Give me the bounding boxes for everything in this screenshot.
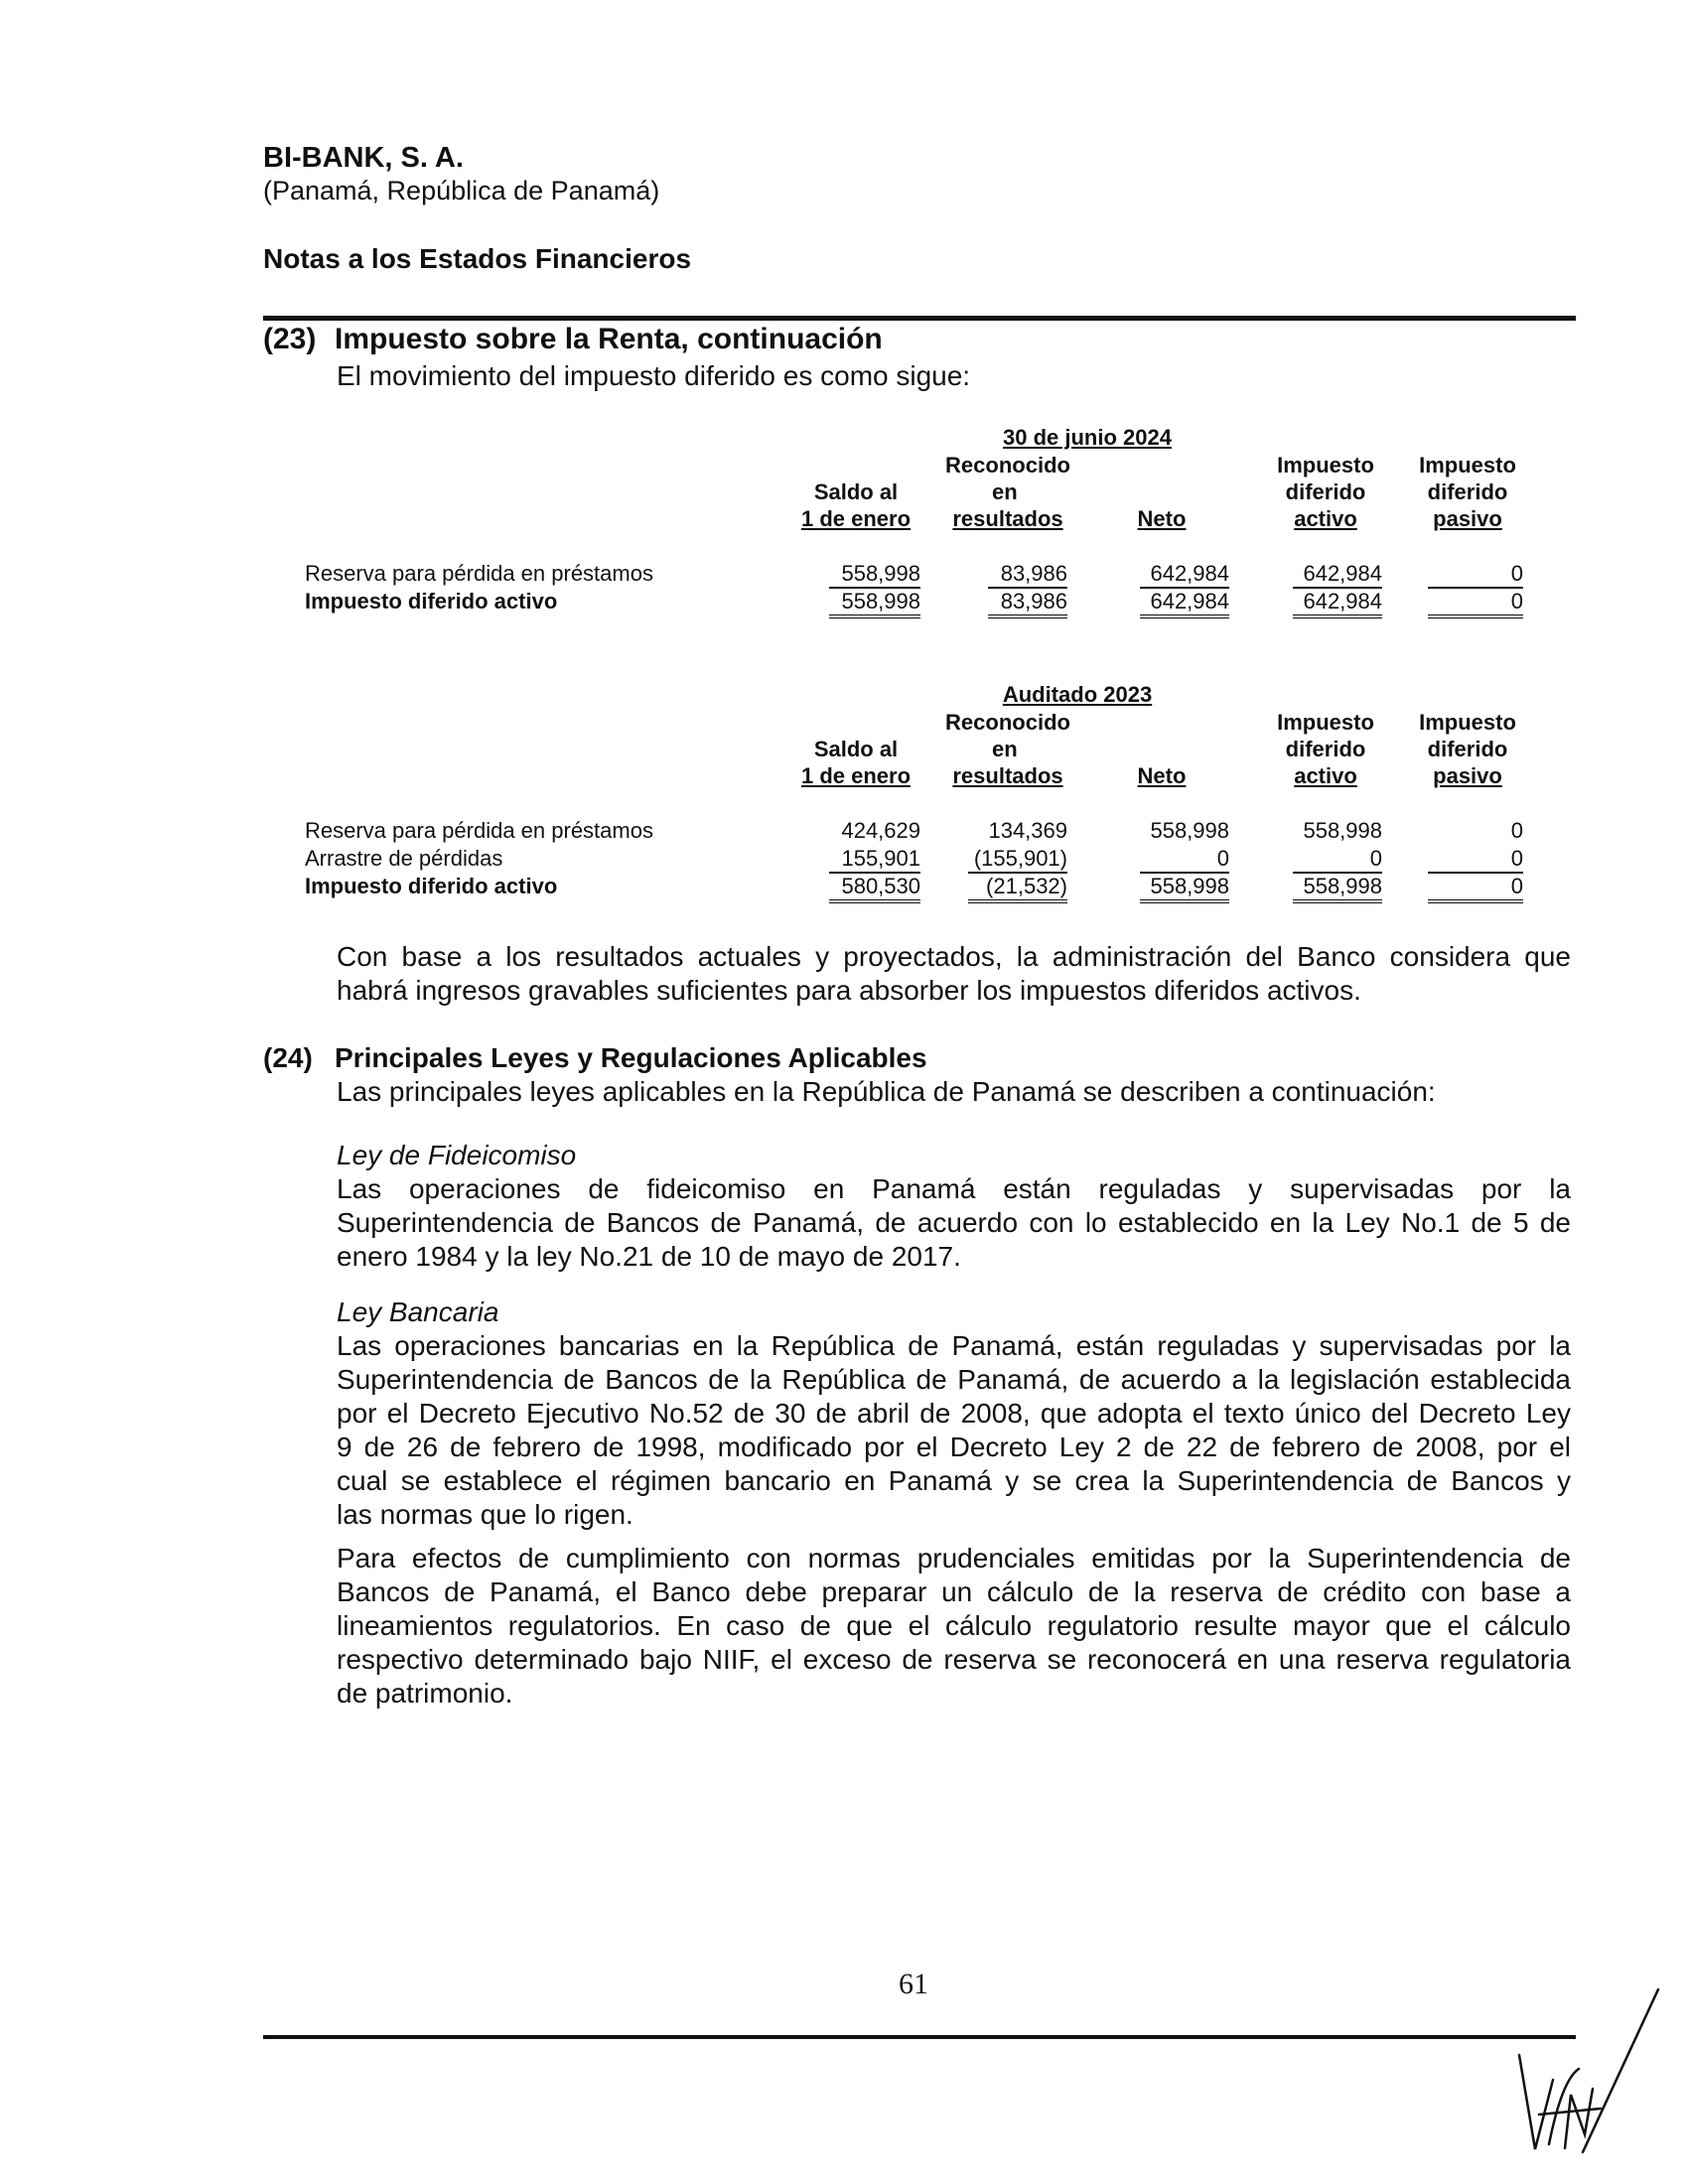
col-saldo-l1: Saldo al xyxy=(813,737,899,761)
table-2023-period: Auditado 2023 xyxy=(1002,682,1153,707)
cell-reconocido: 83,986 xyxy=(988,589,1067,618)
col-pasivo-l1: Impuesto xyxy=(1419,453,1516,478)
cell-activo: 642,984 xyxy=(1293,589,1382,618)
cell-neto: 0 xyxy=(1140,846,1229,874)
paragraph-line: Las operaciones bancarias en la República de Panamá, están reguladas y supervisadas por la xyxy=(337,1330,1571,1361)
table-2024-period: 30 de junio 2024 xyxy=(1003,425,1172,450)
paragraph-line: Las operaciones de fideicomiso en Panamá están reguladas y supervisadas por la xyxy=(337,1173,1571,1204)
cell-neto: 558,998 xyxy=(1150,818,1229,843)
col-rec-l2: en xyxy=(992,479,1018,504)
deferred-tax-table-2023 xyxy=(0,0,1688,943)
col-activo-header xyxy=(1256,709,1395,789)
closing-line: habrá ingresos gravables suficientes para absorber los impuestos diferidos activos. xyxy=(337,975,1361,1006)
col-rec-l3: resultados xyxy=(952,763,1063,788)
ley-fideicomiso-heading: Ley de Fideicomiso xyxy=(337,1140,577,1170)
cell-neto: 642,984 xyxy=(1140,589,1229,618)
cell-activo: 642,984 xyxy=(1293,561,1382,589)
cell-saldo: 155,901 xyxy=(829,846,920,874)
cell-pasivo: 0 xyxy=(1428,589,1523,618)
cell-reconocido: (155,901) xyxy=(968,846,1067,874)
page-number: 61 xyxy=(899,1968,928,2000)
col-activo-l3: activo xyxy=(1294,506,1357,531)
section-24-number: (24) xyxy=(263,1042,313,1073)
cell-saldo: 558,998 xyxy=(829,561,920,589)
col-saldo-l2: 1 de enero xyxy=(800,763,912,788)
section-23-number: (23) xyxy=(263,323,317,355)
col-pasivo-l2: diferido xyxy=(1427,479,1508,504)
cell-pasivo: 0 xyxy=(1428,561,1523,589)
col-rec-l1: Reconocido xyxy=(945,710,1070,735)
cell-neto: 642,984 xyxy=(1140,561,1229,589)
col-rec-l3: resultados xyxy=(952,506,1063,531)
company-name: BI-BANK, S. A. xyxy=(263,142,464,174)
closing-line: Con base a los resultados actuales y proyectados, la administración del Banco considera que xyxy=(337,941,1571,972)
row-label: Reserva para pérdida en préstamos xyxy=(305,561,653,586)
paragraph-line: Superintendencia de Bancos de la República de Panamá, de acuerdo a la legislación establecida xyxy=(337,1364,1571,1395)
col-saldo-header xyxy=(772,736,940,789)
col-neto-header xyxy=(1112,762,1211,789)
notes-title: Notas a los Estados Financieros xyxy=(263,243,692,274)
col-saldo-l2: 1 de enero xyxy=(800,506,912,531)
cell-reconocido: 83,986 xyxy=(988,561,1067,589)
cell-pasivo: 0 xyxy=(1428,846,1523,874)
section-23-closing xyxy=(337,940,1571,1008)
ley-bancaria-block xyxy=(337,1296,1571,1532)
col-activo-l2: diferido xyxy=(1285,479,1366,504)
col-pasivo-l3: pasivo xyxy=(1433,763,1502,788)
paragraph-line: las normas que lo rigen. xyxy=(337,1499,633,1530)
col-rec-l2: en xyxy=(992,737,1018,761)
cell-saldo: 424,629 xyxy=(841,818,920,843)
cell-neto: 558,998 xyxy=(1140,874,1229,903)
cell-saldo: 558,998 xyxy=(829,589,920,618)
paragraph-line: lineamientos regulatorios. En caso de que el cálculo regulatorio resulte mayor que el cálculo xyxy=(337,1610,1571,1641)
paragraph-line: Superintendencia de Bancos de Panamá, de acuerdo con lo establecido en la Ley No.1 de 5 de xyxy=(337,1207,1571,1238)
col-activo-l3: activo xyxy=(1294,763,1357,788)
col-neto-label: Neto xyxy=(1137,506,1187,531)
col-activo-l1: Impuesto xyxy=(1277,710,1374,735)
cell-reconocido: 134,369 xyxy=(988,818,1067,843)
cell-pasivo: 0 xyxy=(1510,818,1523,843)
col-activo-l2: diferido xyxy=(1285,737,1366,761)
row-label: Arrastre de pérdidas xyxy=(305,846,503,871)
ley-bancaria-heading: Ley Bancaria xyxy=(337,1297,499,1327)
paragraph-line: cual se establece el régimen bancario en Panamá y se crea la Superintendencia de Bancos y xyxy=(337,1465,1571,1496)
paragraph-line: por el Decreto Ejecutivo No.52 de 30 de abril de 2008, que adopta el texto único del Decreto Ley xyxy=(337,1398,1571,1429)
paragraph-line: Para efectos de cumplimiento con normas prudenciales emitidas por la Superintendencia de xyxy=(337,1543,1571,1573)
col-pasivo-header xyxy=(1398,709,1537,789)
ley-fideicomiso-block xyxy=(337,1139,1571,1274)
section-24-intro: Las principales leyes aplicables en la República de Panamá se describen a continuación: xyxy=(337,1076,1436,1107)
col-activo-l1: Impuesto xyxy=(1277,453,1374,478)
row-label: Reserva para pérdida en préstamos xyxy=(305,818,653,843)
cell-pasivo: 0 xyxy=(1428,874,1523,903)
col-pasivo-l3: pasivo xyxy=(1433,506,1502,531)
cell-activo: 558,998 xyxy=(1303,818,1382,843)
cell-reconocido: (21,532) xyxy=(968,874,1067,903)
col-saldo-l1: Saldo al xyxy=(813,479,899,504)
col-reconocido-header xyxy=(928,709,1087,789)
col-neto-label: Neto xyxy=(1137,763,1187,788)
cell-activo: 0 xyxy=(1293,846,1382,874)
paragraph-line: de patrimonio. xyxy=(337,1678,513,1708)
cell-saldo: 580,530 xyxy=(829,874,920,903)
signature-initials xyxy=(1509,1985,1668,2164)
section-24-heading xyxy=(263,1042,927,1074)
section-23-intro: El movimiento del impuesto diferido es como sigue: xyxy=(337,360,971,391)
col-rec-l1: Reconocido xyxy=(945,453,1070,478)
paragraph-line: enero 1984 y la ley No.21 de 10 de mayo de 2017. xyxy=(337,1241,961,1272)
company-location: (Panamá, República de Panamá) xyxy=(263,176,660,205)
prudencial-paragraph xyxy=(337,1542,1571,1710)
row-label: Impuesto diferido activo xyxy=(305,589,558,614)
section-24-title: Principales Leyes y Regulaciones Aplicables xyxy=(335,1042,927,1073)
paragraph-line: 9 de 26 de febrero de 1998, modificado por el Decreto Ley 2 de 22 de febrero de 2008, por el xyxy=(337,1432,1571,1462)
col-pasivo-l1: Impuesto xyxy=(1419,710,1516,735)
section-23-title: Impuesto sobre la Renta, continuación xyxy=(335,323,883,355)
row-label: Impuesto diferido activo xyxy=(305,874,558,898)
cell-activo: 558,998 xyxy=(1293,874,1382,903)
paragraph-line: Bancos de Panamá, el Banco debe preparar un cálculo de la reserva de crédito con base a xyxy=(337,1576,1571,1607)
footer-rule xyxy=(263,2035,1576,2039)
col-pasivo-l2: diferido xyxy=(1427,737,1508,761)
paragraph-line: respectivo determinado bajo NIIF, el exceso de reserva se reconocerá en una reserva regulatoria xyxy=(337,1644,1571,1675)
